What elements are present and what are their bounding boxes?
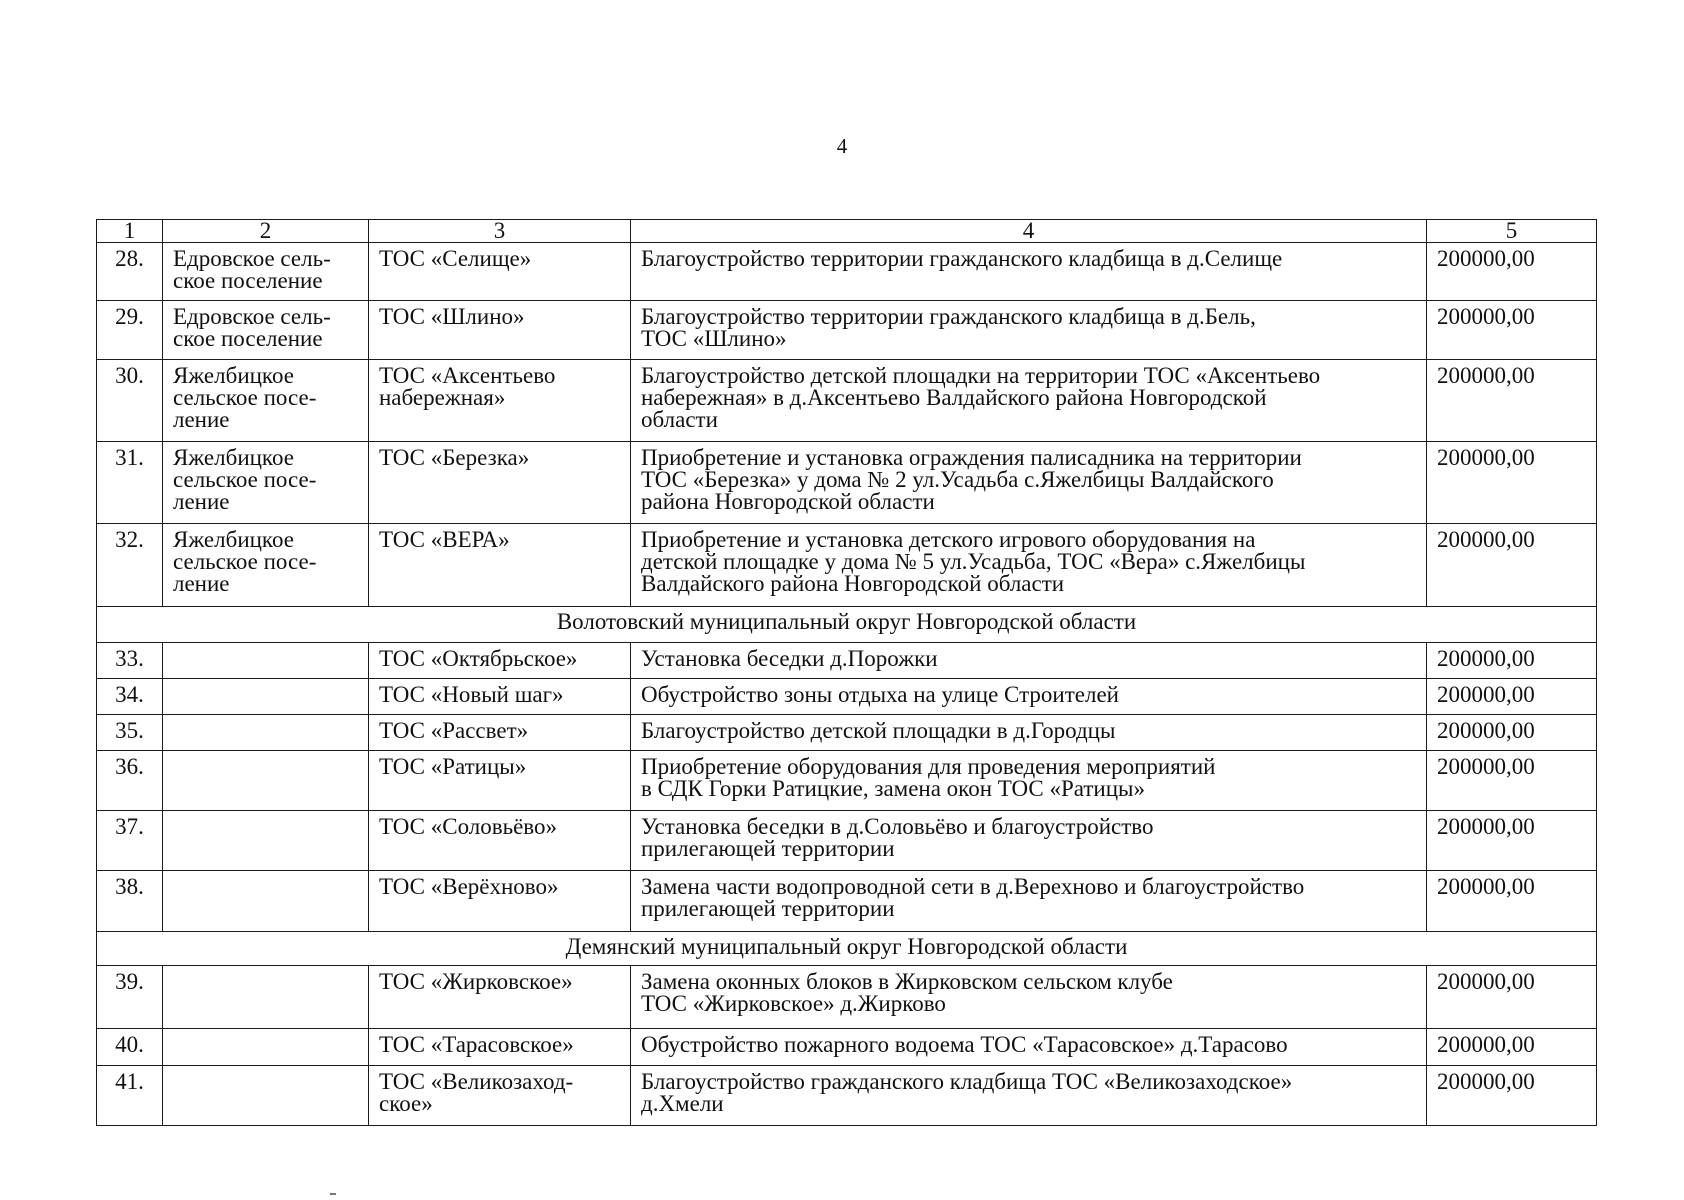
settlement-cell — [163, 966, 369, 1029]
tos-name-cell: ТОС «Ратицы» — [369, 751, 631, 811]
section-header-row — [97, 932, 1597, 966]
section-title: Демянский муниципальный округ Новгородской области — [97, 932, 1597, 966]
column-number-1: 1 — [97, 220, 163, 243]
column-number-3: 3 — [369, 220, 631, 243]
amount-cell: 200000,00 — [1427, 243, 1597, 301]
table-row — [97, 442, 1597, 524]
tos-name-cell: ТОС «Верёхново» — [369, 871, 631, 932]
settlement-cell: Яжелбицкое сельское посе- ление — [163, 524, 369, 607]
description-cell: Благоустройство территории гражданского кладбища в д.Селище — [631, 243, 1427, 301]
settlement-cell — [163, 871, 369, 932]
tos-name-cell: ТОС «Шлино» — [369, 301, 631, 360]
tos-name-cell: ТОС «Октябрьское» — [369, 643, 631, 679]
amount-cell: 200000,00 — [1427, 751, 1597, 811]
description-cell: Приобретение оборудования для проведения мероприятий в СДК Горки Ратицкие, замена окон ТОС «Ратицы» — [631, 751, 1427, 811]
tos-name-cell: ТОС «Рассвет» — [369, 715, 631, 751]
column-number-4: 4 — [631, 220, 1427, 243]
amount-cell: 200000,00 — [1427, 442, 1597, 524]
description-cell: Благоустройство гражданского кладбища ТОС «Великозаходское» д.Хмели — [631, 1066, 1427, 1126]
settlement-cell — [163, 1029, 369, 1066]
table-row — [97, 751, 1597, 811]
amount-cell: 200000,00 — [1427, 966, 1597, 1029]
table-row — [97, 243, 1597, 301]
row-number-cell: 34. — [97, 679, 163, 715]
amount-cell: 200000,00 — [1427, 679, 1597, 715]
settlement-cell — [163, 679, 369, 715]
tos-name-cell: ТОС «Тарасовское» — [369, 1029, 631, 1066]
description-cell: Приобретение и установка детского игрового оборудования на детской площадке у дома № 5 ул.Усадьба, ТОС «Вера» с.Яжелбицы Валдайского района Новгородской области — [631, 524, 1427, 607]
settlement-cell — [163, 751, 369, 811]
description-cell: Благоустройство детской площадки на территории ТОС «Аксентьево набережная» в д.Аксентьево Валдайского района Новгородской области — [631, 360, 1427, 442]
amount-cell: 200000,00 — [1427, 301, 1597, 360]
row-number-cell: 37. — [97, 811, 163, 871]
column-number-2: 2 — [163, 220, 369, 243]
row-number-cell: 38. — [97, 871, 163, 932]
table-row — [97, 966, 1597, 1029]
settlement-cell: Едровское сель- ское поселение — [163, 301, 369, 360]
table-row — [97, 643, 1597, 679]
row-number-cell: 29. — [97, 301, 163, 360]
settlement-cell — [163, 811, 369, 871]
section-header-row — [97, 607, 1597, 643]
description-cell: Благоустройство территории гражданского кладбища в д.Бель, ТОС «Шлино» — [631, 301, 1427, 360]
row-number-cell: 41. — [97, 1066, 163, 1126]
row-number-cell: 31. — [97, 442, 163, 524]
description-cell: Благоустройство детской площадки в д.Городцы — [631, 715, 1427, 751]
amount-cell: 200000,00 — [1427, 524, 1597, 607]
amount-cell: 200000,00 — [1427, 1066, 1597, 1126]
settlement-cell — [163, 1066, 369, 1126]
table-row — [97, 715, 1597, 751]
amount-cell: 200000,00 — [1427, 715, 1597, 751]
amount-cell: 200000,00 — [1427, 360, 1597, 442]
row-number-cell: 39. — [97, 966, 163, 1029]
tos-name-cell: ТОС «Березка» — [369, 442, 631, 524]
description-cell: Замена оконных блоков в Жирковском сельском клубе ТОС «Жирковское» д.Жирково — [631, 966, 1427, 1029]
scan-artifact — [330, 1193, 336, 1195]
tos-name-cell: ТОС «ВЕРА» — [369, 524, 631, 607]
table-row — [97, 811, 1597, 871]
tos-name-cell: ТОС «Жирковское» — [369, 966, 631, 1029]
tos-name-cell: ТОС «Соловьёво» — [369, 811, 631, 871]
table-row — [97, 1029, 1597, 1066]
tos-name-cell: ТОС «Аксентьево набережная» — [369, 360, 631, 442]
row-number-cell: 32. — [97, 524, 163, 607]
row-number-cell: 28. — [97, 243, 163, 301]
tos-name-cell: ТОС «Новый шаг» — [369, 679, 631, 715]
settlement-cell: Яжелбицкое сельское посе- ление — [163, 442, 369, 524]
page-number: 4 — [836, 134, 848, 158]
section-title: Волотовский муниципальный округ Новгородской области — [97, 607, 1597, 643]
table-row — [97, 524, 1597, 607]
description-cell: Обустройство зоны отдыха на улице Строителей — [631, 679, 1427, 715]
column-number-5: 5 — [1427, 220, 1597, 243]
row-number-cell: 40. — [97, 1029, 163, 1066]
settlement-cell: Едровское сель- ское поселение — [163, 243, 369, 301]
settlement-cell: Яжелбицкое сельское посе- ление — [163, 360, 369, 442]
settlement-cell — [163, 643, 369, 679]
table-row — [97, 1066, 1597, 1126]
table-row — [97, 871, 1597, 932]
row-number-cell: 35. — [97, 715, 163, 751]
table-row — [97, 301, 1597, 360]
amount-cell: 200000,00 — [1427, 811, 1597, 871]
table-row — [97, 360, 1597, 442]
amount-cell: 200000,00 — [1427, 1029, 1597, 1066]
row-number-cell: 30. — [97, 360, 163, 442]
column-number-row — [97, 220, 1597, 243]
tos-name-cell: ТОС «Селище» — [369, 243, 631, 301]
tos-name-cell: ТОС «Великозаход- ское» — [369, 1066, 631, 1126]
funding-table — [96, 219, 1597, 1126]
description-cell: Замена части водопроводной сети в д.Верехново и благоустройство прилегающей территории — [631, 871, 1427, 932]
row-number-cell: 36. — [97, 751, 163, 811]
row-number-cell: 33. — [97, 643, 163, 679]
amount-cell: 200000,00 — [1427, 871, 1597, 932]
description-cell: Установка беседки д.Порожки — [631, 643, 1427, 679]
description-cell: Приобретение и установка ограждения палисадника на территории ТОС «Березка» у дома № 2 ул.Усадьба с.Яжелбицы Валдайского района Новгородской области — [631, 442, 1427, 524]
description-cell: Обустройство пожарного водоема ТОС «Тарасовское» д.Тарасово — [631, 1029, 1427, 1066]
settlement-cell — [163, 715, 369, 751]
amount-cell: 200000,00 — [1427, 643, 1597, 679]
table-row — [97, 679, 1597, 715]
description-cell: Установка беседки в д.Соловьёво и благоустройство прилегающей территории — [631, 811, 1427, 871]
